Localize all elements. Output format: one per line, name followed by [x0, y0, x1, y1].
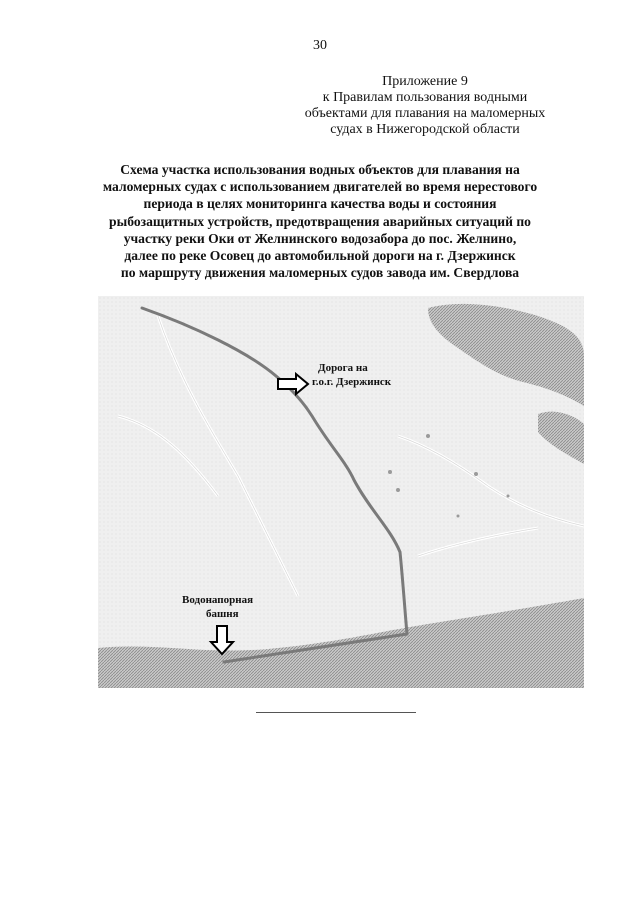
- title-line: по маршруту движения маломерных судов завода им. Свердлова: [120, 265, 520, 281]
- appendix-line: к Правилам пользования водными: [322, 90, 528, 105]
- document-title: [70, 161, 570, 281]
- road-label-line1: Дорога на: [318, 362, 368, 374]
- title-line: маломерных судах с использованием двигателей во время нерестового: [102, 179, 538, 195]
- tower-label-line1: Водонапорная: [182, 594, 254, 606]
- appendix-header: [300, 74, 550, 138]
- title-line: далее по реке Осовец до автомобильной дороги на г. Дзержинск: [124, 248, 516, 264]
- title-line: рыбозащитных устройств, предотвращения аварийных ситуаций по: [109, 213, 531, 229]
- footer-rule: [256, 712, 416, 713]
- map-svg: [98, 296, 584, 688]
- road-label-line2: г.о.г. Дзержинск: [312, 376, 392, 388]
- appendix-line: судах в Нижегородской области: [330, 122, 520, 137]
- title-line: периода в целях мониторинга качества воды и состояния: [143, 196, 497, 212]
- appendix-line: Приложение 9: [382, 74, 468, 89]
- page-number: 30: [313, 38, 327, 53]
- tower-label-line2: башня: [206, 608, 239, 620]
- title-line: Схема участка использования водных объектов для плавания на: [120, 162, 520, 177]
- route-map: [98, 296, 584, 688]
- title-line: участку реки Оки от Желнинского водозабора до пос. Желнино,: [123, 230, 517, 246]
- appendix-line: объектами для плавания на маломерных: [304, 106, 546, 121]
